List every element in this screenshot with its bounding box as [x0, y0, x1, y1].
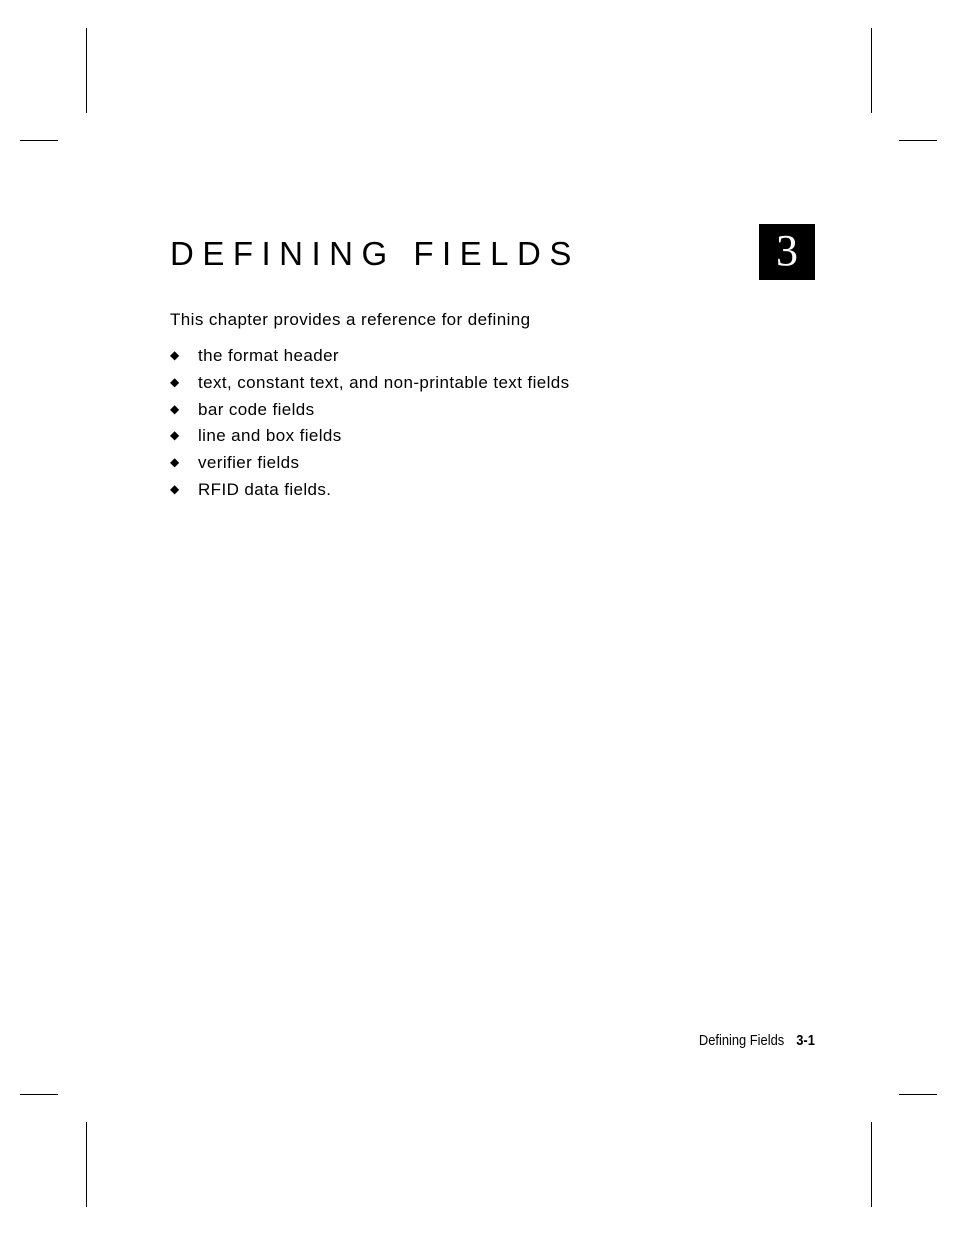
crop-mark-top-right-horizontal: [899, 140, 937, 141]
list-item-text: text, constant text, and non-printable text fields: [198, 372, 570, 392]
crop-mark-bottom-right-vertical: [871, 1122, 872, 1207]
chapter-title: DEFINING FIELDS: [170, 235, 580, 272]
intro-paragraph: This chapter provides a reference for defining: [170, 310, 531, 329]
diamond-icon: ◆: [170, 481, 180, 496]
list-item: [170, 479, 570, 506]
diamond-icon: ◆: [170, 348, 180, 362]
list-item-text: bar code fields: [198, 399, 315, 419]
diamond-icon: ◆: [170, 374, 180, 389]
page-number: 3-1: [796, 1032, 815, 1049]
page-footer: [699, 1031, 815, 1051]
diamond-icon: ◆: [170, 428, 180, 443]
crop-mark-bottom-right-horizontal: [899, 1094, 937, 1095]
diamond-icon: ◆: [170, 401, 180, 416]
crop-mark-top-left-horizontal: [20, 140, 58, 141]
list-item-text: the format header: [198, 346, 339, 365]
crop-mark-top-left-vertical: [86, 28, 87, 113]
list-item: [170, 372, 570, 399]
topic-list: [170, 345, 570, 506]
footer-section-title: Defining Fields: [698, 1032, 785, 1049]
crop-mark-bottom-left-vertical: [86, 1122, 87, 1207]
list-item-text: verifier fields: [198, 453, 300, 473]
crop-mark-bottom-left-horizontal: [20, 1094, 58, 1095]
diamond-icon: ◆: [170, 455, 180, 470]
list-item: [170, 345, 570, 372]
chapter-number-tab: 3: [759, 224, 815, 280]
list-item: [170, 452, 570, 479]
list-item-text: line and box fields: [198, 426, 342, 446]
list-item: [170, 399, 570, 426]
list-item: [170, 425, 570, 452]
crop-mark-top-right-vertical: [871, 28, 872, 113]
list-item-text: RFID data fields.: [198, 479, 332, 499]
